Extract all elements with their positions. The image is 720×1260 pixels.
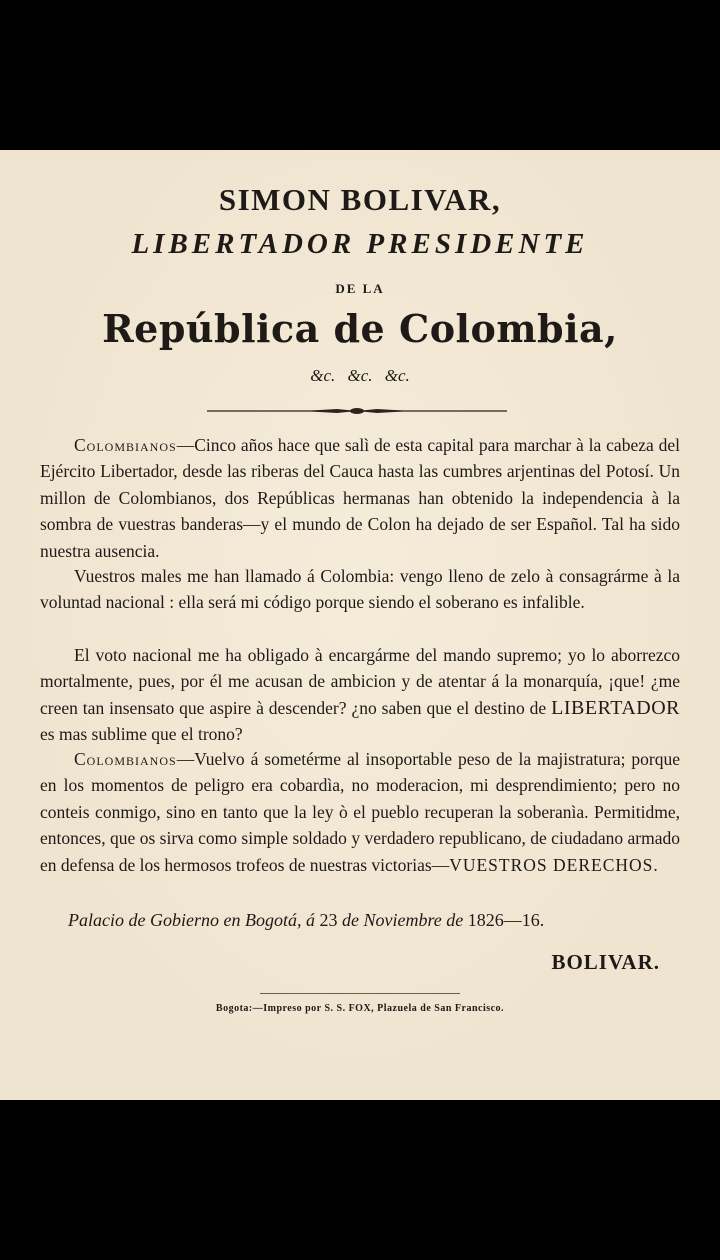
palacio-year: 1826—16. bbox=[467, 910, 545, 930]
etc-line: &c. &c. &c. bbox=[310, 366, 410, 385]
colombianos-lead-1: Colombianos bbox=[74, 435, 177, 455]
document-subtitle: LIBERTADOR PRESIDENTE bbox=[131, 228, 589, 260]
palacio-mid: de Noviembre de bbox=[337, 910, 468, 930]
place-and-date-line bbox=[68, 910, 544, 931]
footer-divider bbox=[260, 993, 460, 994]
paragraph-2 bbox=[40, 563, 680, 616]
paragraph-1-text: —Cinco años hace que salì de esta capital para marchar à la cabeza del Ejército Libertador, desde las riberas del Cauca hasta las cumbres arjentinas del Potosí. Un millon de Colombianos, dos Repúblicas hermanas han obtenido la independencia à la sombra de vuestras banderas—y el mundo de Colon ha dejado de ser Español. Tal ha sido nuestra ausencia. bbox=[40, 435, 680, 561]
paragraph-3 bbox=[40, 642, 680, 748]
palacio-text: Palacio de Gobierno en Bogotá, á bbox=[68, 910, 320, 930]
ornamental-rule bbox=[207, 406, 507, 416]
paragraph-4 bbox=[40, 746, 680, 878]
paragraph-4-text: —Vuelvo á sometérme al insoportable peso de la majistratura; porque en los momentos de peligro era cobardìa, no moderacion, mi desprendimiento; pero no conteis conmigo, sino en tanto que la ley ò el pueblo recuperan la soberanìa. Permitidme, entonces, que os sirva como simple soldado y verdadero republicano, de ciudadano armado en defensa de los hermosos trofeos de nuestras victorias— bbox=[40, 749, 680, 875]
paragraph-3-text-a: El voto nacional me ha obligado à encargárme del mando supremo; yo lo aborrezco mortalmente, pues, por él me acusan de ambicion y de atentar á la monarquía, ¡que! ¿me creen tan insensato que aspire à descender? ¿no saben que el destino de bbox=[40, 645, 680, 718]
paragraph-1 bbox=[40, 432, 680, 564]
signature: BOLIVAR. bbox=[551, 950, 660, 974]
document-title: SIMON BOLIVAR, bbox=[218, 182, 502, 217]
libertador-highlight: LIBERTADOR bbox=[551, 696, 680, 719]
republica-heading: República de Colombia, bbox=[102, 306, 618, 351]
printer-imprint: Bogota:—Impreso por S. S. FOX, Plazuela de San Francisco. bbox=[215, 1003, 505, 1014]
proclamation-document bbox=[0, 150, 720, 1100]
de-la-line: DE LA bbox=[335, 281, 385, 296]
colombianos-lead-2: Colombianos bbox=[74, 749, 177, 769]
palacio-day: 23 bbox=[319, 910, 338, 930]
paragraph-3-text-b: es mas sublime que el trono? bbox=[40, 724, 243, 745]
paragraph-2-text: Vuestros males me han llamado á Colombia: vengo lleno de zelo à consagrármе à la voluntad nacional : ella será mi código porque siendo el soberano es infalible. bbox=[40, 566, 680, 613]
vuestros-derechos: VUESTROS DERECHOS. bbox=[449, 854, 659, 875]
